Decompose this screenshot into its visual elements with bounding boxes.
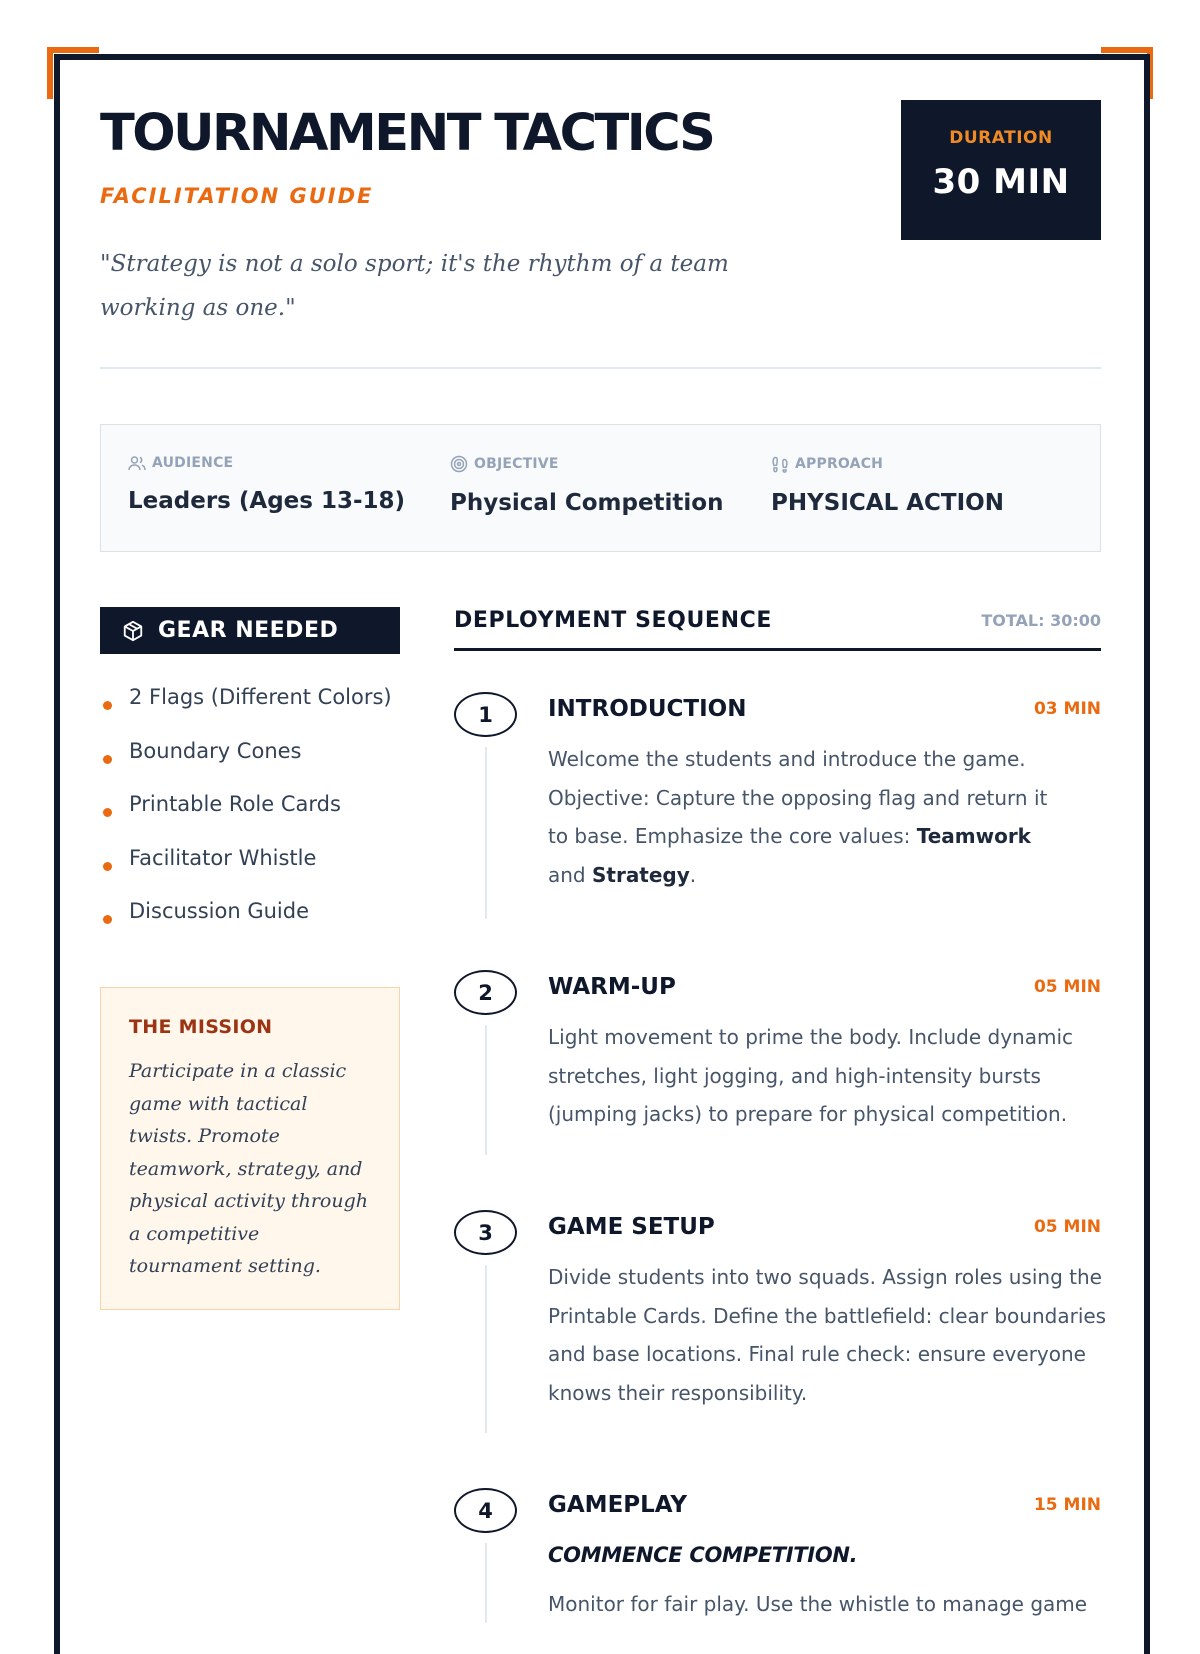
meta-objective-value: Physical Competition — [450, 490, 724, 516]
bullet-icon — [103, 808, 112, 817]
box-icon — [122, 620, 144, 642]
step-description: Monitor for fair play. Use the whistle to manage game — [548, 1592, 1088, 1616]
emphasis-strategy: Strategy — [591, 862, 690, 887]
meta-approach-label: APPROACH — [795, 456, 884, 472]
users-icon — [128, 455, 146, 471]
step-time: 05 MIN — [1033, 977, 1101, 997]
divider — [100, 367, 1101, 369]
gear-list — [100, 682, 392, 950]
meta-audience — [128, 455, 405, 514]
gear-item: Boundary Cones — [100, 736, 392, 790]
quote: "Strategy is not a solo sport; it's the rhythm of a team working as one." — [100, 251, 729, 321]
sequence-header — [454, 608, 1101, 651]
step-time: 05 MIN — [1033, 1217, 1101, 1237]
meta-panel — [100, 424, 1101, 552]
duration-box — [901, 100, 1101, 240]
step-title: WARM-UP — [548, 974, 676, 1000]
duration-label: DURATION — [949, 128, 1053, 148]
gear-item: Facilitator Whistle — [100, 843, 392, 897]
mission-title: THE MISSION — [129, 1016, 273, 1038]
step-subtitle: COMMENCE COMPETITION. — [548, 1543, 858, 1567]
step-title: GAMEPLAY — [548, 1492, 688, 1518]
page-subtitle: FACILITATION GUIDE — [100, 184, 374, 208]
step-time: 15 MIN — [1033, 1495, 1101, 1515]
gear-header — [100, 607, 400, 654]
target-icon — [450, 455, 468, 473]
bullet-icon — [103, 755, 112, 764]
meta-objective-label: OBJECTIVE — [474, 456, 559, 472]
sequence-total: TOTAL: 30:00 — [981, 611, 1101, 630]
gear-item: 2 Flags (Different Colors) — [100, 682, 392, 736]
gear-item: Printable Role Cards — [100, 789, 392, 843]
step-description: Divide students into two squads. Assign roles using the Printable Cards. Define the battlefield: clear boundaries and base locations. Final rule check: ensure everyone knows their responsibility. — [548, 1265, 1107, 1405]
step-number: 3 — [454, 1210, 517, 1255]
step-title: INTRODUCTION — [548, 696, 747, 722]
emphasis-teamwork: Teamwork — [916, 824, 1031, 848]
meta-approach — [771, 455, 1004, 516]
timeline-line — [485, 1543, 487, 1623]
duration-value: 30 MIN — [932, 162, 1070, 202]
sequence-title: DEPLOYMENT SEQUENCE — [454, 608, 772, 633]
bullet-icon — [103, 862, 112, 871]
step-description: Welcome the students and introduce the game. Objective: Capture the opposing flag and return it to base. Emphasize the core values: Teamwork and Strategy. — [548, 747, 1048, 887]
timeline-line — [485, 747, 487, 919]
gear-title: GEAR NEEDED — [158, 618, 339, 643]
timeline-line — [485, 1265, 487, 1433]
meta-objective — [450, 455, 723, 516]
bullet-icon — [103, 915, 112, 924]
meta-audience-label: AUDIENCE — [152, 455, 234, 471]
meta-approach-value: PHYSICAL ACTION — [771, 490, 1004, 516]
step-number: 2 — [454, 970, 517, 1015]
page-title: TOURNAMENT TACTICS — [100, 104, 714, 163]
step-number: 1 — [454, 692, 517, 737]
meta-audience-value: Leaders (Ages 13-18) — [128, 488, 406, 514]
gear-item: Discussion Guide — [100, 896, 392, 950]
timeline-line — [485, 1025, 487, 1155]
step-title: GAME SETUP — [548, 1214, 715, 1240]
step-time: 03 MIN — [1033, 699, 1101, 719]
footprints-icon — [771, 455, 789, 473]
step-description: Light movement to prime the body. Include dynamic stretches, light jogging, and high-intensity bursts (jumping jacks) to prepare for physical competition. — [548, 1025, 1074, 1126]
mission-box — [100, 987, 400, 1310]
bullet-icon — [103, 701, 112, 710]
step-number: 4 — [454, 1488, 517, 1533]
mission-text: Participate in a classic game with tactical twists. Promote teamwork, strategy, and physical activity through a competitive tournament setting. — [129, 1060, 368, 1277]
